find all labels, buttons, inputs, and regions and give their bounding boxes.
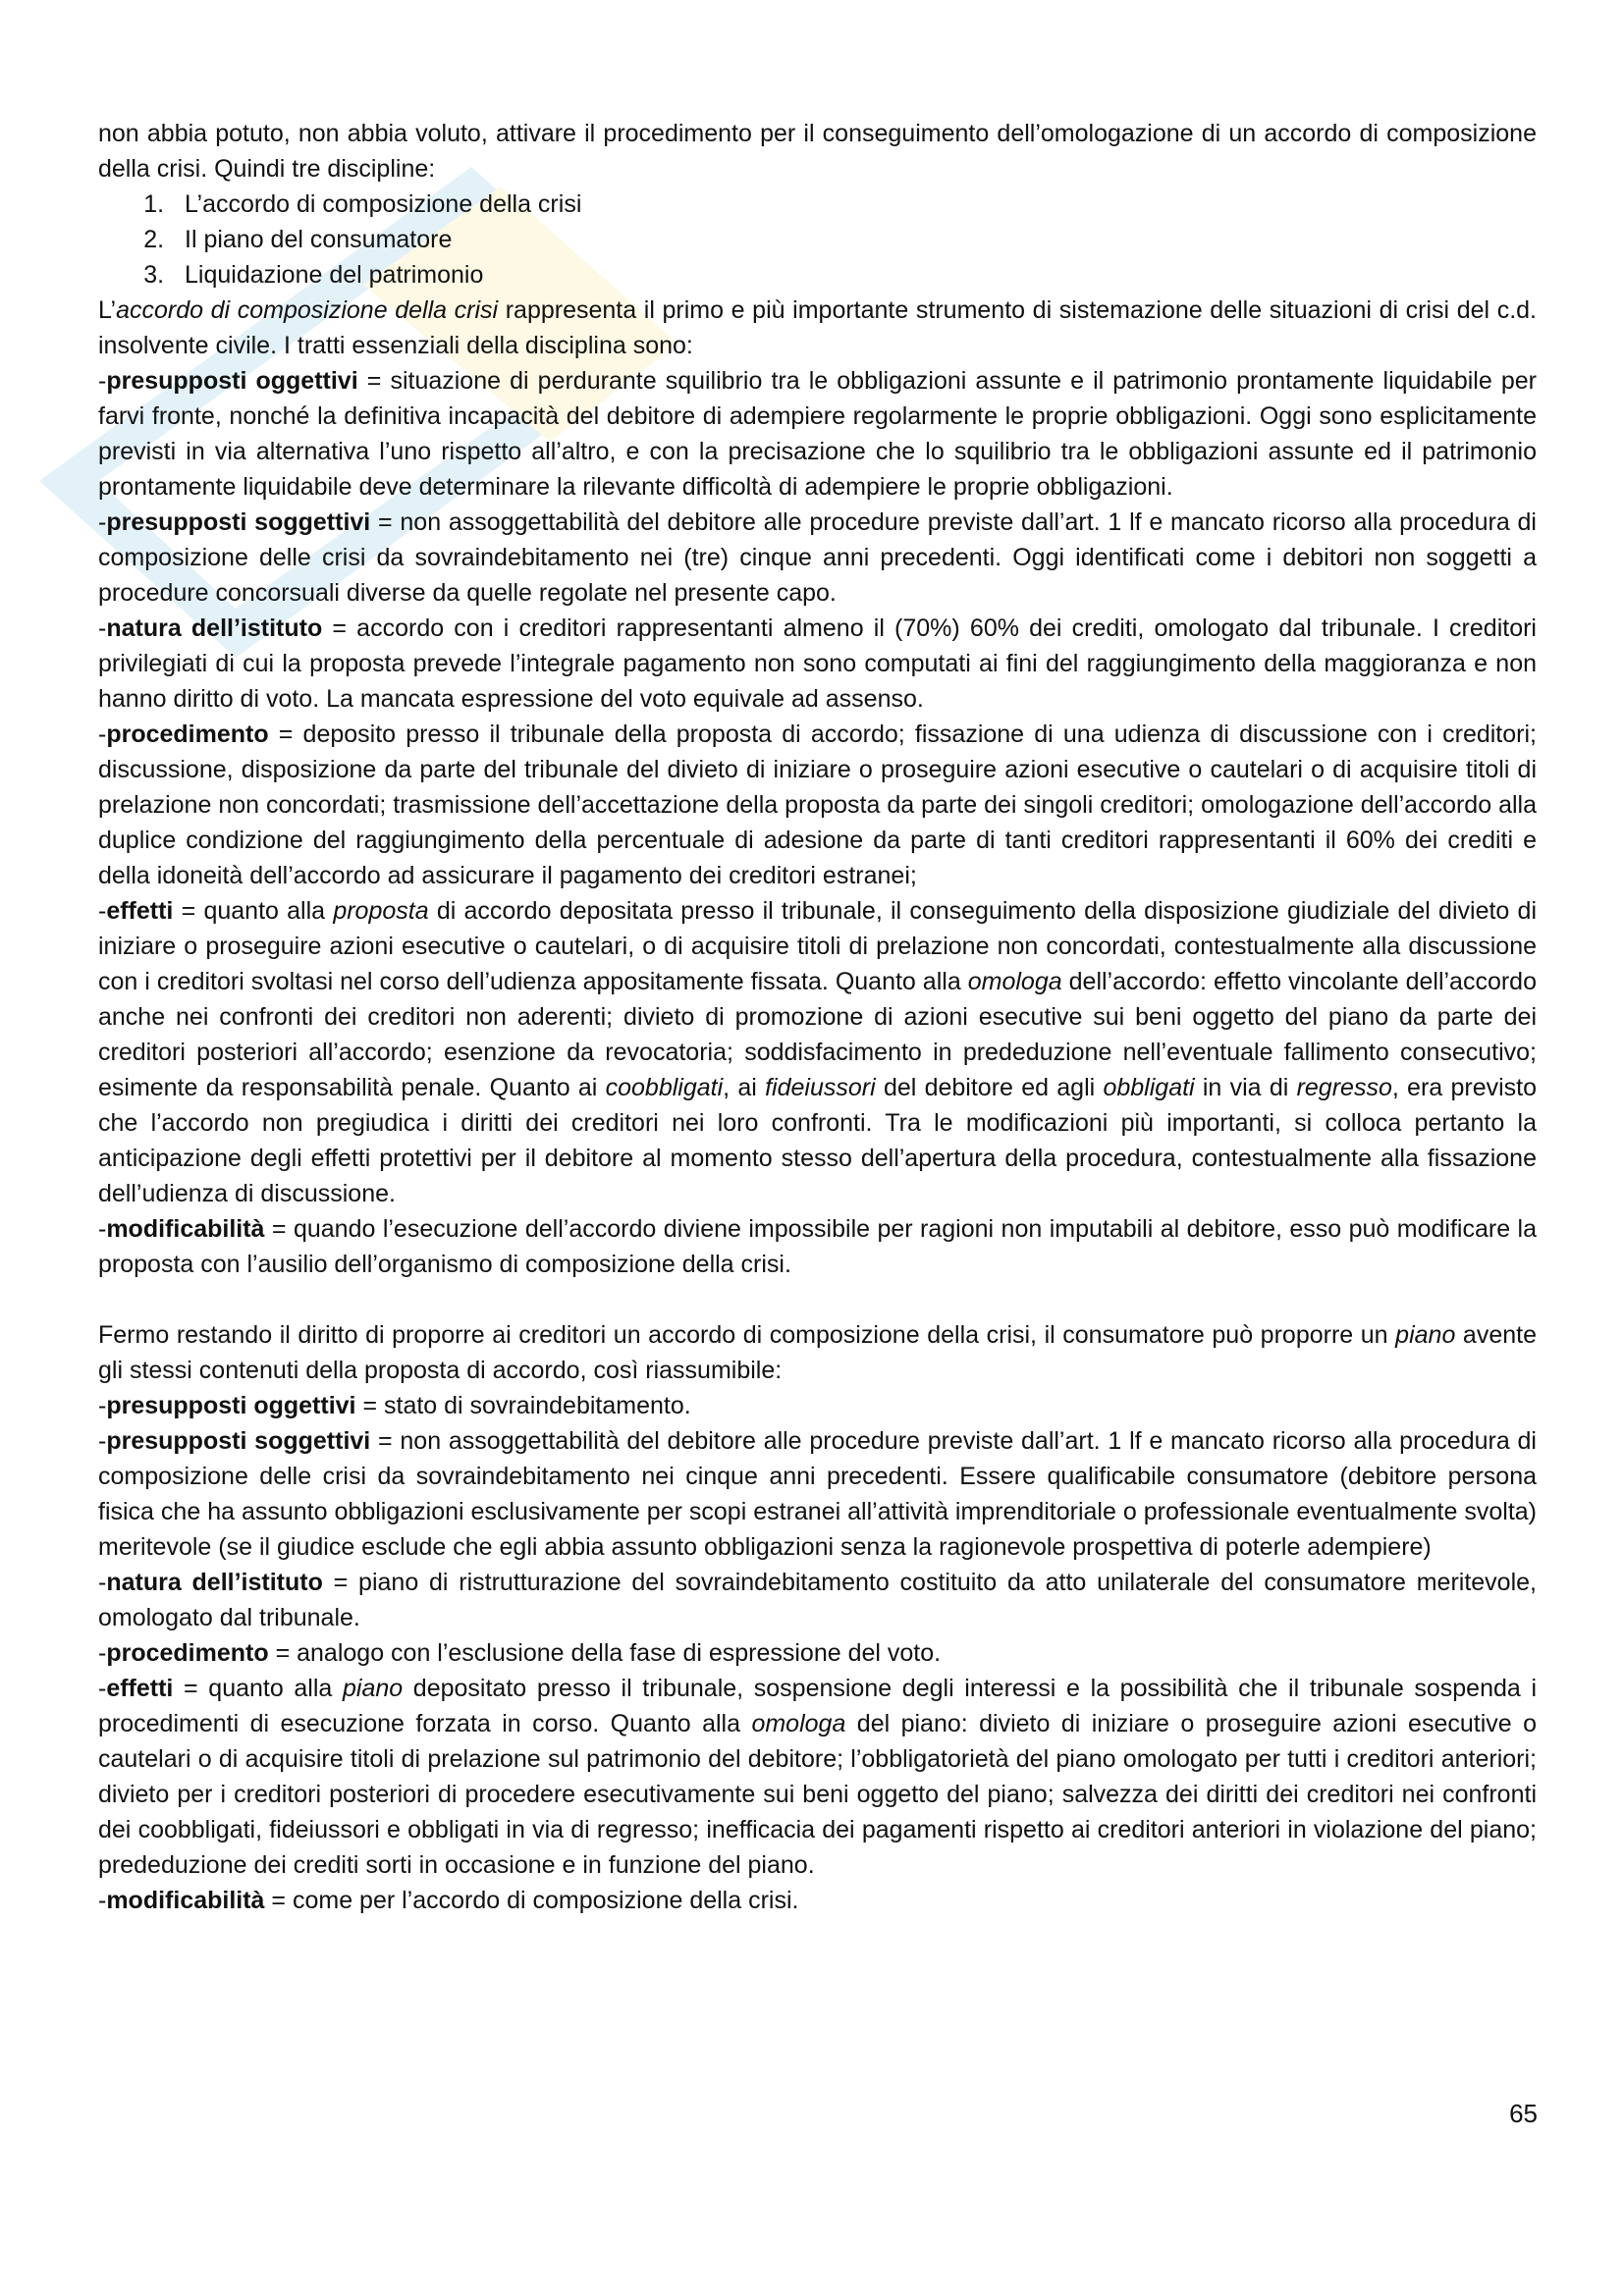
accordo-presupposti-oggettivi: [98, 363, 1537, 505]
term-text: = non assoggettabilità del debitore alle procedure previste dall’art. 1 lf e mancato ricorso alla procedura di composizione delle crisi da sovraindebitamento nei cinque anni precedenti. Essere qualificabile consumatore (debitore persona fisica che ha assunto obbligazioni esclusivamente per scopi estranei all’attività imprenditoriale o professionale eventualmente svolta) meritevole (se il giudice esclude che egli abbia assunto obbligazioni senza la ragionevole prospettiva di poterle adempiere): [98, 1427, 1537, 1561]
term-text: dell’accordo: effetto vincolante dell’accordo anche nei confronti dei creditori non aderenti; divieto di promozione di azioni esecutive sui beni oggetto del piano da parte dei creditori posteriori all’accordo; esenzione da revocatoria; soddisfacimento in prededuzione nell’eventuale fallimento consecutivo; esimente da responsabilità penale. Quanto ai: [98, 968, 1537, 1101]
dash: -: [98, 721, 107, 748]
term-text: del debitore ed agli: [875, 1074, 1104, 1101]
disciplines-list: [98, 187, 1537, 293]
piano-presupposti-soggettivi: [98, 1423, 1537, 1565]
term-label: modificabilità: [106, 1887, 265, 1914]
italic-term: fideiussori: [765, 1074, 876, 1101]
term-label: procedimento: [106, 721, 269, 748]
term-text: , era previsto che l’accordo non pregiudica i diritti dei creditori nei loro confronti. Tra le modificazioni più importanti, si colloca pertanto la anticipazione degli effetti protettivi per il debitore al momento stesso dell’apertura della procedura, contestualmente alla fissazione dell’udienza di discussione.: [98, 1074, 1538, 1207]
list-item: 1. L’accordo di composizione della crisi: [171, 187, 1537, 222]
accordo-modificabilita: [98, 1211, 1537, 1282]
dash: -: [98, 508, 107, 536]
dash: -: [98, 1887, 107, 1914]
term-text: = analogo con l’esclusione della fase di espressione del voto.: [268, 1639, 942, 1667]
text-span: rappresenta il primo e più importante strumento di sistemazione delle situazioni di crisi del c.d. insolvente civile. I tratti essenziali della disciplina sono:: [98, 296, 1538, 359]
piano-procedimento: [98, 1635, 1537, 1671]
term-text: = piano di ristrutturazione del sovraindebitamento costituito da atto unilaterale del consumatore meritevole, omologato dal tribunale.: [98, 1569, 1537, 1631]
term-text: = quanto alla: [173, 1675, 343, 1702]
italic-term: piano: [342, 1675, 404, 1702]
text-span: L’: [98, 296, 117, 324]
dash: -: [98, 614, 107, 642]
term-text: = quanto alla: [173, 897, 334, 925]
italic-term: omologa: [967, 968, 1062, 995]
accordo-presupposti-soggettivi: [98, 505, 1537, 611]
page-number: 65: [1509, 2099, 1538, 2128]
term-label: natura dell’istituto: [106, 614, 323, 642]
term-label: presupposti oggettivi: [106, 1392, 356, 1419]
paragraph-gap: [98, 1282, 1537, 1317]
accordo-natura-istituto: [98, 611, 1537, 717]
term-label: presupposti soggettivi: [106, 1427, 371, 1455]
dash: -: [98, 1427, 107, 1455]
dash: -: [98, 1569, 107, 1596]
piano-modificabilita: [98, 1883, 1537, 1918]
term-text: = accordo con i creditori rappresentanti almeno il (70%) 60% dei crediti, omologato dal tribunale. I creditori privilegiati di cui la proposta prevede l’integrale pagamento non sono computati ai fini del raggiungimento della maggioranza e non hanno diritto di voto. La mancata espressione del voto equivale ad assenso.: [98, 614, 1537, 713]
term-text: = stato di sovraindebitamento.: [355, 1392, 691, 1419]
italic-term: obbligati: [1103, 1074, 1195, 1101]
term-text: = deposito presso il tribunale della proposta di accordo; fissazione di una udienza di discussione con i creditori; discussione, disposizione da parte del tribunale del divieto di iniziare o proseguire azioni esecutive o cautelari o di acquisire titoli di prelazione non concordati; trasmissione dell’accettazione della proposta da parte dei singoli creditori; omologazione dell’accordo alla duplice condizione del raggiungimento della percentuale di adesione da parte di tanti creditori rappresentanti il 60% dei crediti e della idoneità dell’accordo ad assicurare il pagamento dei creditori estranei;: [98, 721, 1537, 889]
dash: -: [98, 1392, 107, 1419]
dash: -: [98, 1675, 107, 1702]
term-text: depositato presso il tribunale, sospensione degli interessi e la possibilità che il tribunale sospenda i procedimenti di esecuzione forzata in corso. Quanto alla: [98, 1675, 1537, 1737]
dash: -: [98, 367, 107, 395]
term-text: = non assoggettabilità del debitore alle procedure previste dall’art. 1 lf e mancato ricorso alla procedura di composizione delle crisi da sovraindebitamento nei (tre) cinque anni precedenti. Oggi identificati come i debitori non soggetti a procedure concorsuali diverse da quelle regolate nel presente capo.: [98, 508, 1537, 607]
term-text: di accordo depositata presso il tribunale, il conseguimento della disposizione giudiziale del divieto di iniziare o proseguire azioni esecutive o cautelari, o di acquisire titoli di prelazione non concordati, contestualmente alla discussione con i creditori svoltasi nel corso dell’udienza appositamente fissata. Quanto alla: [98, 897, 1538, 995]
intro-paragraph: non abbia potuto, non abbia voluto, attivare il procedimento per il conseguimento dell’omologazione di un accordo di composizione della crisi. Quindi tre discipline:: [98, 120, 1537, 183]
piano-effetti: [98, 1671, 1537, 1883]
term-text: = come per l’accordo di composizione della crisi.: [264, 1887, 799, 1914]
italic-term: accordo di composizione della crisi: [116, 296, 499, 324]
piano-natura-istituto: [98, 1565, 1537, 1635]
document-page: [98, 116, 1537, 1918]
dash: -: [98, 897, 107, 925]
term-text: = situazione di perdurante squilibrio tra le obbligazioni assunte e il patrimonio prontamente liquidabile per farvi fronte, nonché la definitiva incapacità del debitore di adempiere regolarmente le proprie obbligazioni. Oggi sono esplicitamente previsti in via alternativa l’uno rispetto all’altro, e con la precisazione che lo squilibrio tra le obbligazioni assunte ed il patrimonio prontamente liquidabile deve determinare la rilevante difficoltà di adempiere le proprie obbligazioni.: [98, 367, 1537, 501]
term-label: procedimento: [106, 1639, 269, 1667]
text-span: avente gli stessi contenuti della proposta di accordo, così riassumibile:: [98, 1321, 1537, 1384]
piano-intro-paragraph: [98, 1317, 1537, 1388]
accordo-effetti: [98, 893, 1537, 1211]
list-item: 3. Liquidazione del patrimonio: [171, 257, 1537, 293]
piano-presupposti-oggettivi: [98, 1388, 1537, 1423]
term-label: natura dell’istituto: [106, 1569, 323, 1596]
term-text: in via di: [1194, 1074, 1297, 1101]
accordo-intro-paragraph: [98, 293, 1537, 363]
italic-term: regresso: [1296, 1074, 1392, 1101]
accordo-procedimento: [98, 717, 1537, 893]
term-label: presupposti oggettivi: [106, 367, 358, 395]
term-label: effetti: [106, 1675, 174, 1702]
italic-term: proposta: [333, 897, 429, 925]
term-label: effetti: [106, 897, 174, 925]
term-text: del piano: divieto di iniziare o proseguire azioni esecutive o cautelari o di acquisire titoli di prelazione sul patrimonio del debitore; l’obbligatorietà del piano omologato per tutti i creditori anteriori; divieto per i creditori posteriori di procedere esecutivamente sui beni oggetto del piano; salvezza dei diritti dei creditori nei confronti dei coobbligati, fideiussori e obbligati in via di regresso; inefficacia dei pagamenti rispetto ai creditori anteriori in violazione del piano; prededuzione dei crediti sorti in occasione e in funzione del piano.: [98, 1710, 1537, 1879]
italic-term: piano: [1395, 1321, 1456, 1349]
dash: -: [98, 1215, 107, 1243]
italic-term: omologa: [751, 1710, 846, 1737]
term-text: = quando l’esecuzione dell’accordo diviene impossibile per ragioni non imputabili al debitore, esso può modificare la proposta con l’ausilio dell’organismo di composizione della crisi.: [98, 1215, 1537, 1278]
italic-term: coobbligati: [605, 1074, 724, 1101]
term-text: , ai: [723, 1074, 766, 1101]
term-label: modificabilità: [106, 1215, 265, 1243]
term-label: presupposti soggettivi: [106, 508, 371, 536]
dash: -: [98, 1639, 107, 1667]
text-span: Fermo restando il diritto di proporre ai creditori un accordo di composizione della crisi, il consumatore può proporre un: [98, 1321, 1396, 1349]
list-item: 2. Il piano del consumatore: [171, 222, 1537, 257]
